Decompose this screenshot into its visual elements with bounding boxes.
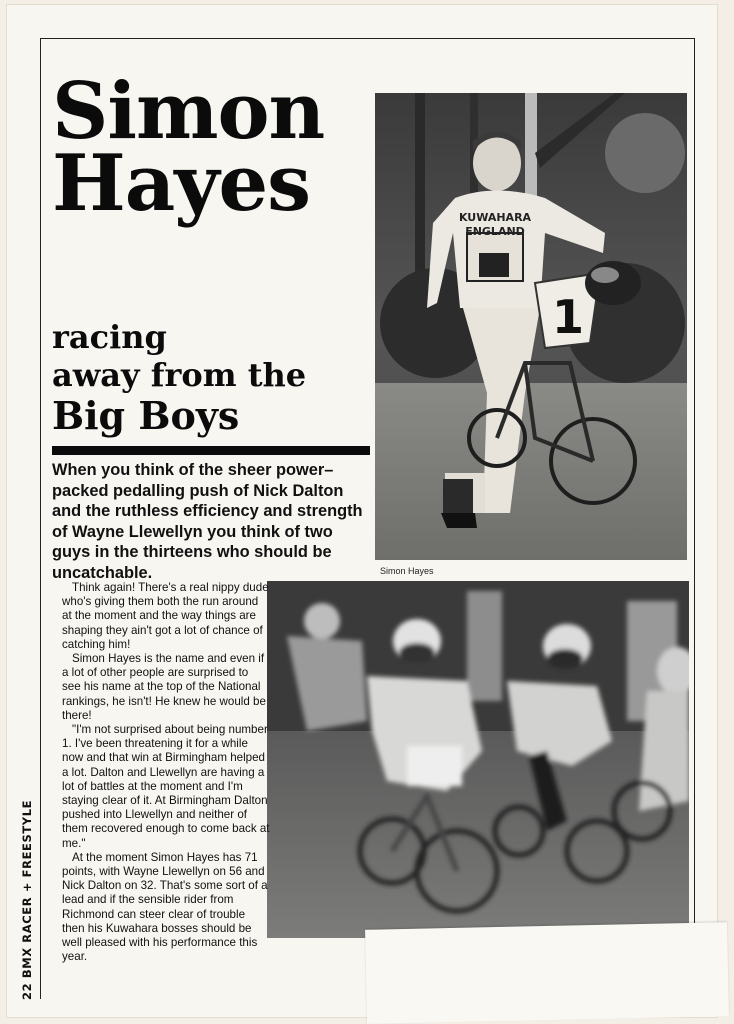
body-paragraph-4: At the moment Simon Hayes has 71 points, with Wayne Llewellyn on 56 and Nick Dalton on 32. That's some sort of a lead and if the sensible rider from Richmond can steer clear of trouble then his Kuwahara bosses should be well pleased with his performance this year. xyxy=(62,850,268,964)
torn-paper-overlay xyxy=(365,922,729,1024)
rider-portrait-photo xyxy=(375,93,687,560)
subtitle-line-1: racing xyxy=(52,318,167,356)
article-body xyxy=(62,581,270,964)
body-paragraph-3: "I'm not surprised about being number 1. I've been threatening it for a while now and that win at Birmingham helped a lot. Dalton and Llewellyn are having a lot of battles at the moment and I'm staying clear of it. At Birmingham Dalton pushed into Llewellyn and neither of them recovered enough to come back at me." xyxy=(62,723,270,850)
magazine-name: BMX RACER + FREESTYLE xyxy=(20,799,34,979)
jersey-text-1: KUWAHARA xyxy=(458,211,532,224)
subtitle-line-2: away from the xyxy=(52,356,307,394)
article-subtitle xyxy=(52,318,306,438)
photo-caption: Simon Hayes xyxy=(380,566,434,576)
body-paragraph-2: Simon Hayes is the name and even if a lot of other people are surprised to see his name at the top of the National rankings, he isn't! He knew he would be there! xyxy=(62,652,266,722)
page-folio xyxy=(20,800,34,1000)
article-title xyxy=(52,66,325,229)
standfirst: When you think of the sheer power–packed pedalling push of Nick Dalton and the ruthless efficiency and strength of Wayne Llewellyn you think of two guys in the thirteens who should be uncatchable. xyxy=(52,461,363,582)
heading-rule xyxy=(52,446,370,455)
body-paragraph-1: Think again! There's a real nippy dude who's giving them both the run around at the moment and the way things are shaping they ain't got a lot of chance of catching him! xyxy=(62,581,269,651)
subtitle-line-3: Big Boys xyxy=(52,393,240,438)
page-number: 22 xyxy=(20,982,34,1000)
title-line-2: Hayes xyxy=(52,138,311,229)
plate-number: 1 xyxy=(551,290,585,344)
jersey-text-2: ENGLAND xyxy=(465,225,525,238)
title-line-1: Simon xyxy=(52,66,325,157)
race-action-photo xyxy=(267,581,689,938)
